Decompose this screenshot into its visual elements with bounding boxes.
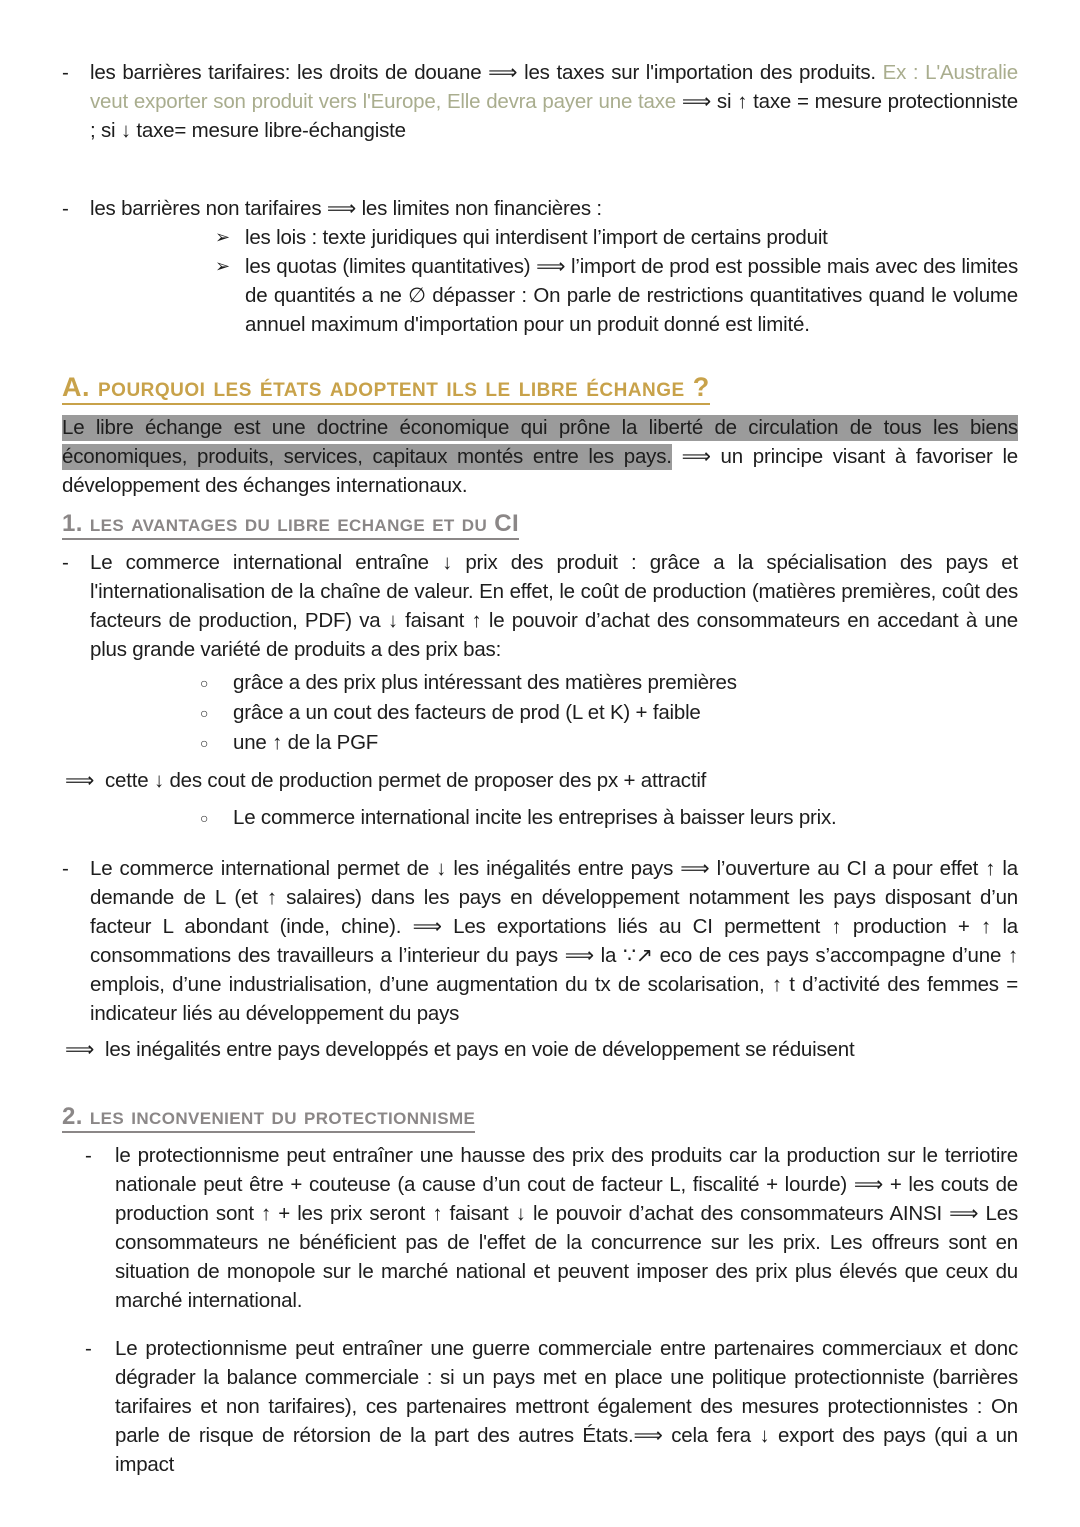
circle-bullet-text: Le commerce international incite les entreprises à baisser leurs prix. bbox=[233, 806, 837, 829]
double-arrow-icon: ⟹ bbox=[65, 769, 95, 792]
double-arrow-icon: ⟹ bbox=[65, 1038, 95, 1061]
text-segment: les barrières tarifaires: les droits de douane ⟹ les taxes sur l'importation des produits. bbox=[90, 61, 883, 84]
conclusion-text: cette ↓ des cout de production permet de proposer des px + attractif bbox=[105, 769, 707, 792]
circle-bullet-icon: ○ bbox=[200, 705, 209, 721]
sub-bullet-quotas bbox=[62, 252, 1018, 339]
sub-bullet-text: les lois : texte juridiques qui interdisent l’import de certains produit bbox=[245, 226, 828, 249]
bullet-hausse-prix bbox=[62, 1141, 1018, 1315]
dash-bullet-icon: - bbox=[62, 857, 69, 880]
dash-bullet-icon: - bbox=[85, 1337, 92, 1360]
bullet-text: Le commerce international permet de ↓ les inégalités entre pays ⟹ l’ouverture au CI a pour effet ↑ la demande de L (et ↑ salaires) dans les pays en développement notamment les pays disposant d’un facteur L abondant (inde, chine). ⟹ Les exportations liés au CI permettent ↑ production + ↑ la consommations des travailleurs a l’interieur du pays ⟹ la ∵↗ eco de ces pays s’accompagne d’une ↑ emplois, d’une industrialisation, d’une augmentation du tx de scolarisation, ↑ t d’activité des femmes = indicateur liés au développement du pays bbox=[90, 857, 1018, 1025]
circle-bullet-text: grâce a des prix plus intéressant des matières premières bbox=[233, 671, 737, 694]
free-trade-definition bbox=[62, 413, 1018, 500]
circle-bullet-icon: ○ bbox=[200, 675, 209, 691]
circle-bullet-pgf bbox=[62, 728, 1018, 758]
bullet-guerre-commerciale bbox=[62, 1334, 1018, 1479]
circle-bullet-text: grâce a un cout des facteurs de prod (L et K) + faible bbox=[233, 701, 701, 724]
sub-bullet-text: les quotas (limites quantitatives) ⟹ l’import de prod est possible mais avec des limites de quantités a ne ∅ dépasser : On parle de restrictions quantitatives quand le volume annuel maximum d'importation pour un produit donné est limité. bbox=[245, 255, 1018, 336]
bullet-inegalites bbox=[62, 854, 1018, 1028]
highlighted-text: Le libre échange est une doctrine économique qui prône la liberté de circulation de tous les biens économiques, produits, services, capitaux montés entre les pays. bbox=[62, 416, 1018, 468]
circle-bullet-text: une ↑ de la PGF bbox=[233, 731, 379, 754]
circle-bullet-icon: ○ bbox=[200, 735, 209, 751]
dash-bullet-icon: - bbox=[62, 197, 69, 220]
bullet-head bbox=[62, 194, 1018, 223]
bullet-text: Le commerce international entraîne ↓ prix des produit : grâce a la spécialisation des pays et l'internationalisation de la chaîne de valeur. En effet, le coût de production (matières premières, coût des facteurs de production, PDF) va ↓ faisant ↑ le pouvoir d’achat des consommateurs en accedant à une plus grande variété de produits a des prix bas: bbox=[90, 551, 1018, 661]
bullet-prix-produits bbox=[62, 548, 1018, 664]
bullet-barrieres-non-tarifaires bbox=[62, 194, 1018, 339]
bullet-barrieres-tarifaires bbox=[62, 58, 1018, 145]
circle-bullet-matieres bbox=[62, 668, 1018, 698]
section-a-heading: A. pourquoi les états adoptent ils le libre échange ? bbox=[62, 372, 1018, 402]
dash-bullet-icon: - bbox=[62, 61, 69, 84]
circle-bullet-baisser-prix bbox=[62, 803, 1018, 833]
subsection-2-heading: 2. les inconvenient du protectionnisme bbox=[62, 1102, 1018, 1131]
bullet-text: le protectionnisme peut entraîner une hausse des prix des produits car la production sur le terriotire nationale peut être + couteuse (a cause d’un cout de facteur L, fiscalité + lourde) ⟹ + les couts de production sont ↑ + les prix seront ↑ faisant ↓ le pouvoir d’achat des consommateurs AINSI ⟹ Les consommateurs ne bénéficient pas de l'effet de la concurrence sur les prix. Les offreurs sont en situation de monopole sur le marché national et peuvent imposer des prix plus élevés que ceux du marché international. bbox=[115, 1144, 1018, 1312]
bullet-text bbox=[90, 58, 1018, 145]
circle-bullet-facteurs bbox=[62, 698, 1018, 728]
triangle-bullet-icon: ➢ bbox=[215, 256, 230, 276]
dash-bullet-icon: - bbox=[85, 1144, 92, 1167]
text-segment: ⟹ si ↑ taxe = mesure protectionniste ; si ↓ taxe= mesure libre-échangiste bbox=[90, 90, 1018, 142]
bullet-text: Le protectionnisme peut entraîner une guerre commerciale entre partenaires commerciaux et donc dégrader la balance commerciale : si un pays met en place une politique protectionniste (barrières tarifaires et non tarifaires), ces partenaires mettront également des mesures protectionnistes : On parle de risque de rétorsion de la part des autres États.⟹ cela fera ↓ export des pays (qui a un impact bbox=[115, 1337, 1018, 1476]
conclusion-prix-attractifs bbox=[62, 766, 1018, 795]
triangle-bullet-icon: ➢ bbox=[215, 227, 230, 247]
bullet-text: les barrières non tarifaires ⟹ les limites non financières : bbox=[90, 197, 602, 220]
conclusion-inegalites bbox=[62, 1035, 1018, 1064]
text-segment: ⟹ un principe visant à favoriser le développement des échanges internationaux. bbox=[62, 445, 1019, 497]
example-text: Ex : L'Australie veut exporter son produit vers l'Europe, Elle devra payer une taxe bbox=[90, 61, 1018, 113]
subsection-1-heading: 1. les avantages du libre echange et du CI bbox=[62, 509, 1018, 538]
circle-bullet-icon: ○ bbox=[200, 810, 209, 826]
sub-bullet-lois bbox=[62, 223, 1018, 252]
dash-bullet-icon: - bbox=[62, 551, 69, 574]
conclusion-text: les inégalités entre pays developpés et pays en voie de développement se réduisent bbox=[105, 1038, 855, 1061]
